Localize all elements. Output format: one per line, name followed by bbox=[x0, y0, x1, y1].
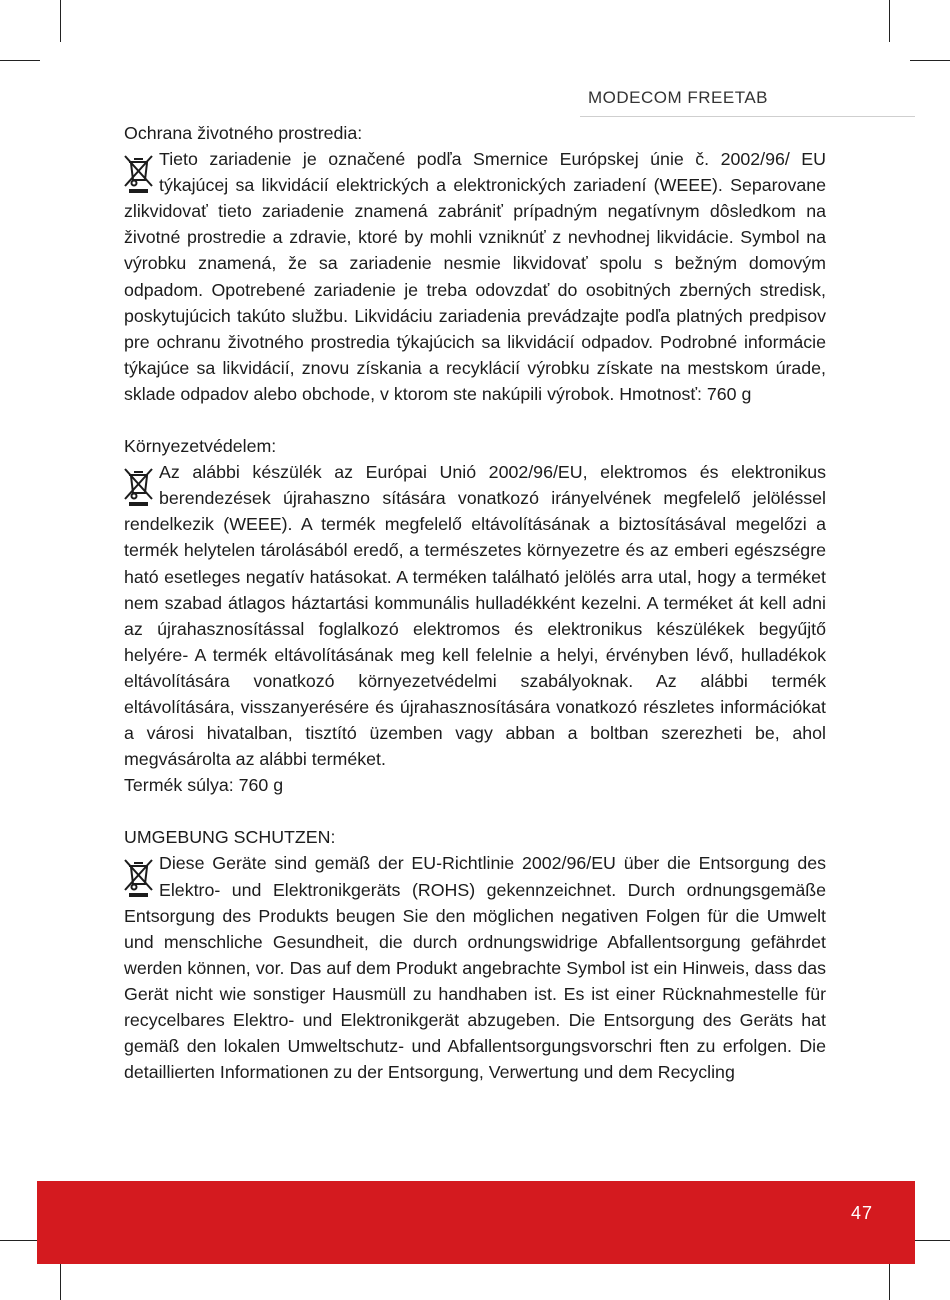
spacer bbox=[124, 798, 826, 824]
crop-mark bbox=[889, 1262, 890, 1300]
crossed-out-wheelie-bin-icon bbox=[122, 854, 155, 898]
footer-bar bbox=[37, 1181, 915, 1264]
section-hungarian bbox=[124, 433, 826, 798]
section-body: Diese Geräte sind gemäß der EU-Richtlinie 2002/96/EU über die Entsorgung des Elektro- und Elektronikgeräts (ROHS) gekennzeichnet. Durch ordnungsgemäße Entsorgung des Produkts beugen Sie den möglichen negativen Folgen für die Umwelt und menschliche Gesundheit, die durch ordnungswidrige Abfallentsorgung gefährdet werden können, vor. Das auf dem Produkt angebrachte Symbol ist ein Hinweis, dass das Gerät nicht wie sonstiger Hausmüll zu handhaben ist. Es ist einer Rücknahmestelle für recycelbares Elektro- und Elektronikgerät abzugeben. Die Entsorgung des Geräts hat gemäß den lokalen Umweltschutz- und Abfallentsorgungsvorschri ften zu erfolgen. Die detaillierten Informationen zu der Entsorgung, Verwertung und dem Recycling bbox=[124, 853, 826, 1083]
section-german bbox=[124, 824, 826, 1085]
page-content bbox=[124, 120, 826, 1085]
spacer bbox=[124, 407, 826, 433]
crop-mark bbox=[0, 60, 40, 61]
crop-mark bbox=[910, 1240, 950, 1241]
section-heading: Ochrana životného prostredia: bbox=[124, 123, 363, 143]
running-header: MODECOM FREETAB bbox=[588, 88, 769, 107]
crop-mark bbox=[60, 0, 61, 42]
weight-line: Termék súlya: 760 g bbox=[124, 775, 284, 796]
crop-mark bbox=[60, 1262, 61, 1300]
section-body: Tieto zariadenie je označené podľa Smernice Európskej únie č. 2002/96/ EU týkajúcej sa likvidácií elektrických a elektronických zariadení (WEEE). Separovane zlikvidovať tieto zariadenie znamená zabrániť prípadným negatívnym dôsledkom na životné prostredie a zdravie, ktoré by mohli vzniknúť z nevhodnej likvidácie. Symbol na výrobku znamená, že sa zariadenie nesmie likvidovať spolu s bežným domovým odpadom. Opotrebené zariadenie je treba odovzdať do osobitných zberných stredisk, poskytujúcich takúto službu. Likvidáciu zariadenia prevádzajte podľa platných predpisov pre ochranu životného prostredia týkajúcich sa likvidácií odpadov. Podrobné informácie týkajúce sa likvidácií, znovu získania a recyklácií výrobku získate na mestskom úrade, sklade odpadov alebo obchode, v ktorom ste nakúpili výrobok. Hmotnosť: 760 g bbox=[124, 149, 826, 404]
crop-mark bbox=[910, 60, 950, 61]
crossed-out-wheelie-bin-icon bbox=[122, 150, 155, 194]
section-heading: Környezetvédelem: bbox=[124, 436, 277, 457]
page-number: 47 bbox=[850, 1203, 873, 1223]
section-heading: UMGEBUNG SCHUTZEN: bbox=[124, 827, 336, 848]
crop-mark bbox=[0, 1240, 40, 1241]
section-body: Az alábbi készülék az Európai Unió 2002/96/EU, elektromos és elektronikus berendezések újrahaszno sítására vonatkozó irányelvének megfelelő jelöléssel rendelkezik (WEEE). A termék megfelelő eltávolításának a biztosításával megelőzi a termék helytelen tárolásából eredő, a természetes környezetre és az emberi egészségre ható esetleges negatív hatásokat. A terméken található jelölés arra utal, hogy a terméket nem szabad átlagos háztartási kommunális hulladékként kezelni. A terméket át kell adni az újrahasznosítással foglalkozó elektromos és elektronikus készülékek begyűjtő helyére- A termék eltávolításának meg kell felelnie a helyi, érvényben lévő, hulladékok eltávolítására vonatkozó környezetvédelmi szabályoknak. Az alábbi termék eltávolítására, visszanyerésére és újrahasznosítására vonatkozó részletes információkat a városi hivatalban, tisztító üzemben vagy abban a boltban szerezheti be, ahol megvásárolta az alábbi terméket. bbox=[124, 462, 826, 770]
crossed-out-wheelie-bin-icon bbox=[122, 463, 155, 507]
header-rule bbox=[580, 116, 915, 117]
crop-mark bbox=[889, 0, 890, 42]
section-slovak bbox=[124, 120, 826, 407]
